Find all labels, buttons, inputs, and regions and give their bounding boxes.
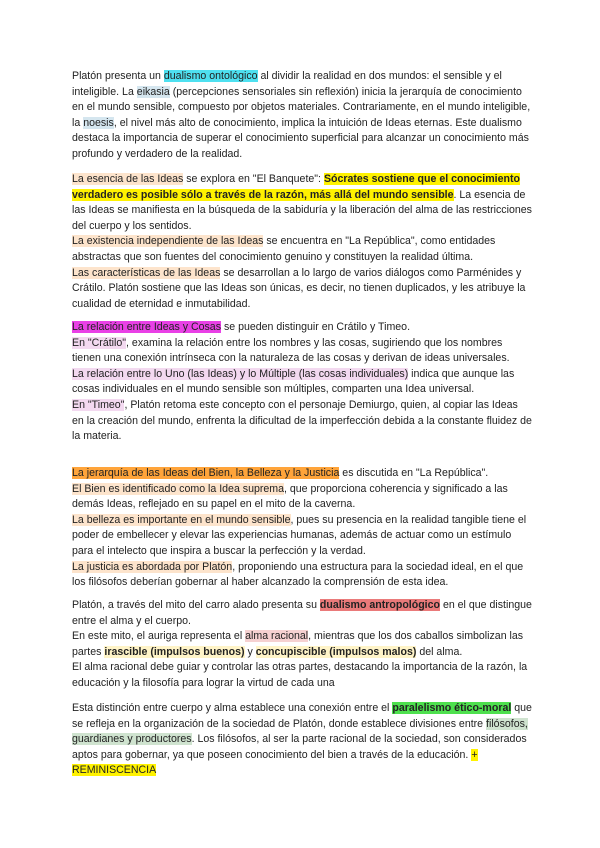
paragraph-paralelismo bbox=[72, 701, 532, 779]
highlight-relacion-ideas-cosas: La relación entre Ideas y Cosas bbox=[72, 321, 221, 333]
highlight-cratilo: En "Crátilo" bbox=[72, 336, 127, 349]
highlight-reminiscencia: + REMINISCENCIA bbox=[72, 748, 478, 777]
text: en el que distingue entre el alma y el cuerpo. bbox=[72, 599, 532, 627]
highlight-noesis: noesis bbox=[83, 116, 114, 129]
highlight-timeo: En "Timeo" bbox=[72, 398, 125, 411]
highlight-esencia-ideas: La esencia de las Ideas bbox=[72, 173, 184, 185]
text: es discutida en "La República". bbox=[339, 467, 489, 479]
highlight-paralelismo-etico-moral: paralelismo ético-moral bbox=[392, 702, 512, 714]
text: se pueden distinguir en Crátilo y Timeo. bbox=[221, 321, 411, 333]
highlight-uno-multiple: La relación entre lo Uno (las Ideas) y lo Múltiple (las cosas individuales) bbox=[72, 367, 409, 380]
highlight-irascible: irascible (impulsos buenos) bbox=[104, 645, 245, 658]
text: al dividir la realidad en dos mundos: el sensible y el inteligible. La bbox=[72, 70, 502, 98]
paragraph-ideas bbox=[72, 172, 532, 312]
highlight-justicia: La justicia es abordada por Platón bbox=[72, 560, 233, 573]
text: , que proporciona coherencia y significado a las demás Ideas, reflejado en su papel en el mito de la caverna. bbox=[72, 482, 508, 511]
text: se explora en "El Banquete": bbox=[183, 173, 324, 185]
text: y bbox=[244, 645, 256, 658]
text: indica que aunque las cosas individuales en el mundo sensible son múltiples, comparten una Idea universal. bbox=[72, 367, 515, 396]
highlight-bien: El Bien es identificado como la Idea suprema bbox=[72, 482, 284, 495]
text: se desarrollan a lo largo de varios diálogos como Parménides y Crátilo. Platón sostiene que las Ideas son únicas, es decir, no tienen duplicados, y les atribuye la cualidad de eternidad e inmutabilidad. bbox=[72, 266, 526, 310]
paragraph-relacion-ideas-cosas bbox=[72, 320, 532, 445]
highlight-filosofos-guardianes-productores: filósofos, guardianes y productores bbox=[72, 717, 528, 746]
text: , examina la relación entre los nombres y las cosas, sugiriendo que los nombres tienen una conexión intrínseca con la naturaleza de las cosas y derivan de ideas universales. bbox=[72, 336, 510, 365]
text: Platón, a través del mito del carro alado presenta su bbox=[72, 599, 320, 611]
text: El alma racional debe guiar y controlar las otras partes, destacando la importancia de la razón, la educación y la filosofía para lograr la virtud de cada una bbox=[72, 661, 528, 689]
highlight-alma-racional: alma racional bbox=[245, 630, 309, 643]
highlight-eikasia: eikasia bbox=[136, 85, 170, 98]
highlight-concupiscible: concupiscible (impulsos malos) bbox=[255, 645, 417, 658]
paragraph-dualismo-antropologico bbox=[72, 598, 532, 692]
text: . Los filósofos, al ser la parte racional de la sociedad, son considerados aptos para gobernar, ya que poseen conocimiento del bien a través de la educación. bbox=[72, 733, 527, 761]
text: (percepciones sensoriales sin reflexión) inicia la jerarquía de conocimiento en el mundo sensible, compuesto por objetos materiales. Contrariamente, en el mundo inteligible, la bbox=[72, 85, 531, 129]
text: , el nivel más alto de conocimiento, implica la intuición de Ideas eternas. Este dualismo destaca la importancia de superar el conocimiento superficial para alcanzar un conocimiento más profundo y verdadero de la realidad. bbox=[72, 116, 529, 160]
text: que se refleja en la organización de la sociedad de Platón, donde establece divisiones entre bbox=[72, 702, 532, 730]
text: , proponiendo una estructura para la sociedad ideal, en el que los filósofos deberían gobernar al haber alcanzado la comprensión de esta idea. bbox=[72, 560, 524, 589]
text: , mientras que los dos caballos simbolizan las partes bbox=[72, 630, 524, 658]
paragraph-dualismo-ontologico bbox=[72, 69, 532, 163]
highlight-belleza: La belleza es importante en el mundo sensible bbox=[72, 513, 291, 526]
text: . La esencia de las Ideas se manifiesta en la búsqueda de la sabiduría y la liberación del alma de las restricciones del cuerpo y los sentidos. bbox=[72, 188, 532, 232]
text: Platón presenta un bbox=[72, 70, 164, 82]
highlight-dualismo-ontologico: dualismo ontológico bbox=[163, 70, 258, 82]
text: , Platón retoma este concepto con el personaje Demiurgo, quien, al copiar las Ideas en la creación del mundo, enfrenta la dificultad de la imperfección debida a la constante fluidez de la materia. bbox=[72, 398, 532, 443]
highlight-existencia-independiente: La existencia independiente de las Ideas bbox=[72, 235, 264, 248]
text: , pues su presencia en la realidad tangible tiene el poder de embellecer y elevar las experiencias humanas, además de actuar como un estímulo para el intelecto que inspira a buscar la perfección y la verdad. bbox=[72, 513, 527, 557]
highlight-socrates-razon: Sócrates sostiene que el conocimiento verdadero es posible sólo a través de la razón, más allá del mundo sensible bbox=[72, 173, 520, 201]
text: del alma. bbox=[416, 645, 463, 658]
highlight-caracteristicas-ideas: Las características de las Ideas bbox=[72, 266, 221, 279]
highlight-dualismo-antropologico: dualismo antropológico bbox=[319, 599, 440, 611]
paragraph-jerarquia-ideas bbox=[72, 466, 532, 591]
text: se encuentra en "La República", como entidades abstractas que son fuentes del conocimiento genuino y constituyen la realidad última. bbox=[72, 235, 496, 263]
text: En este mito, el auriga representa el bbox=[72, 630, 246, 643]
highlight-jerarquia-ideas: La jerarquía de las Ideas del Bien, la Belleza y la Justicia bbox=[72, 467, 340, 479]
text: Esta distinción entre cuerpo y alma establece una conexión entre el bbox=[72, 702, 393, 714]
